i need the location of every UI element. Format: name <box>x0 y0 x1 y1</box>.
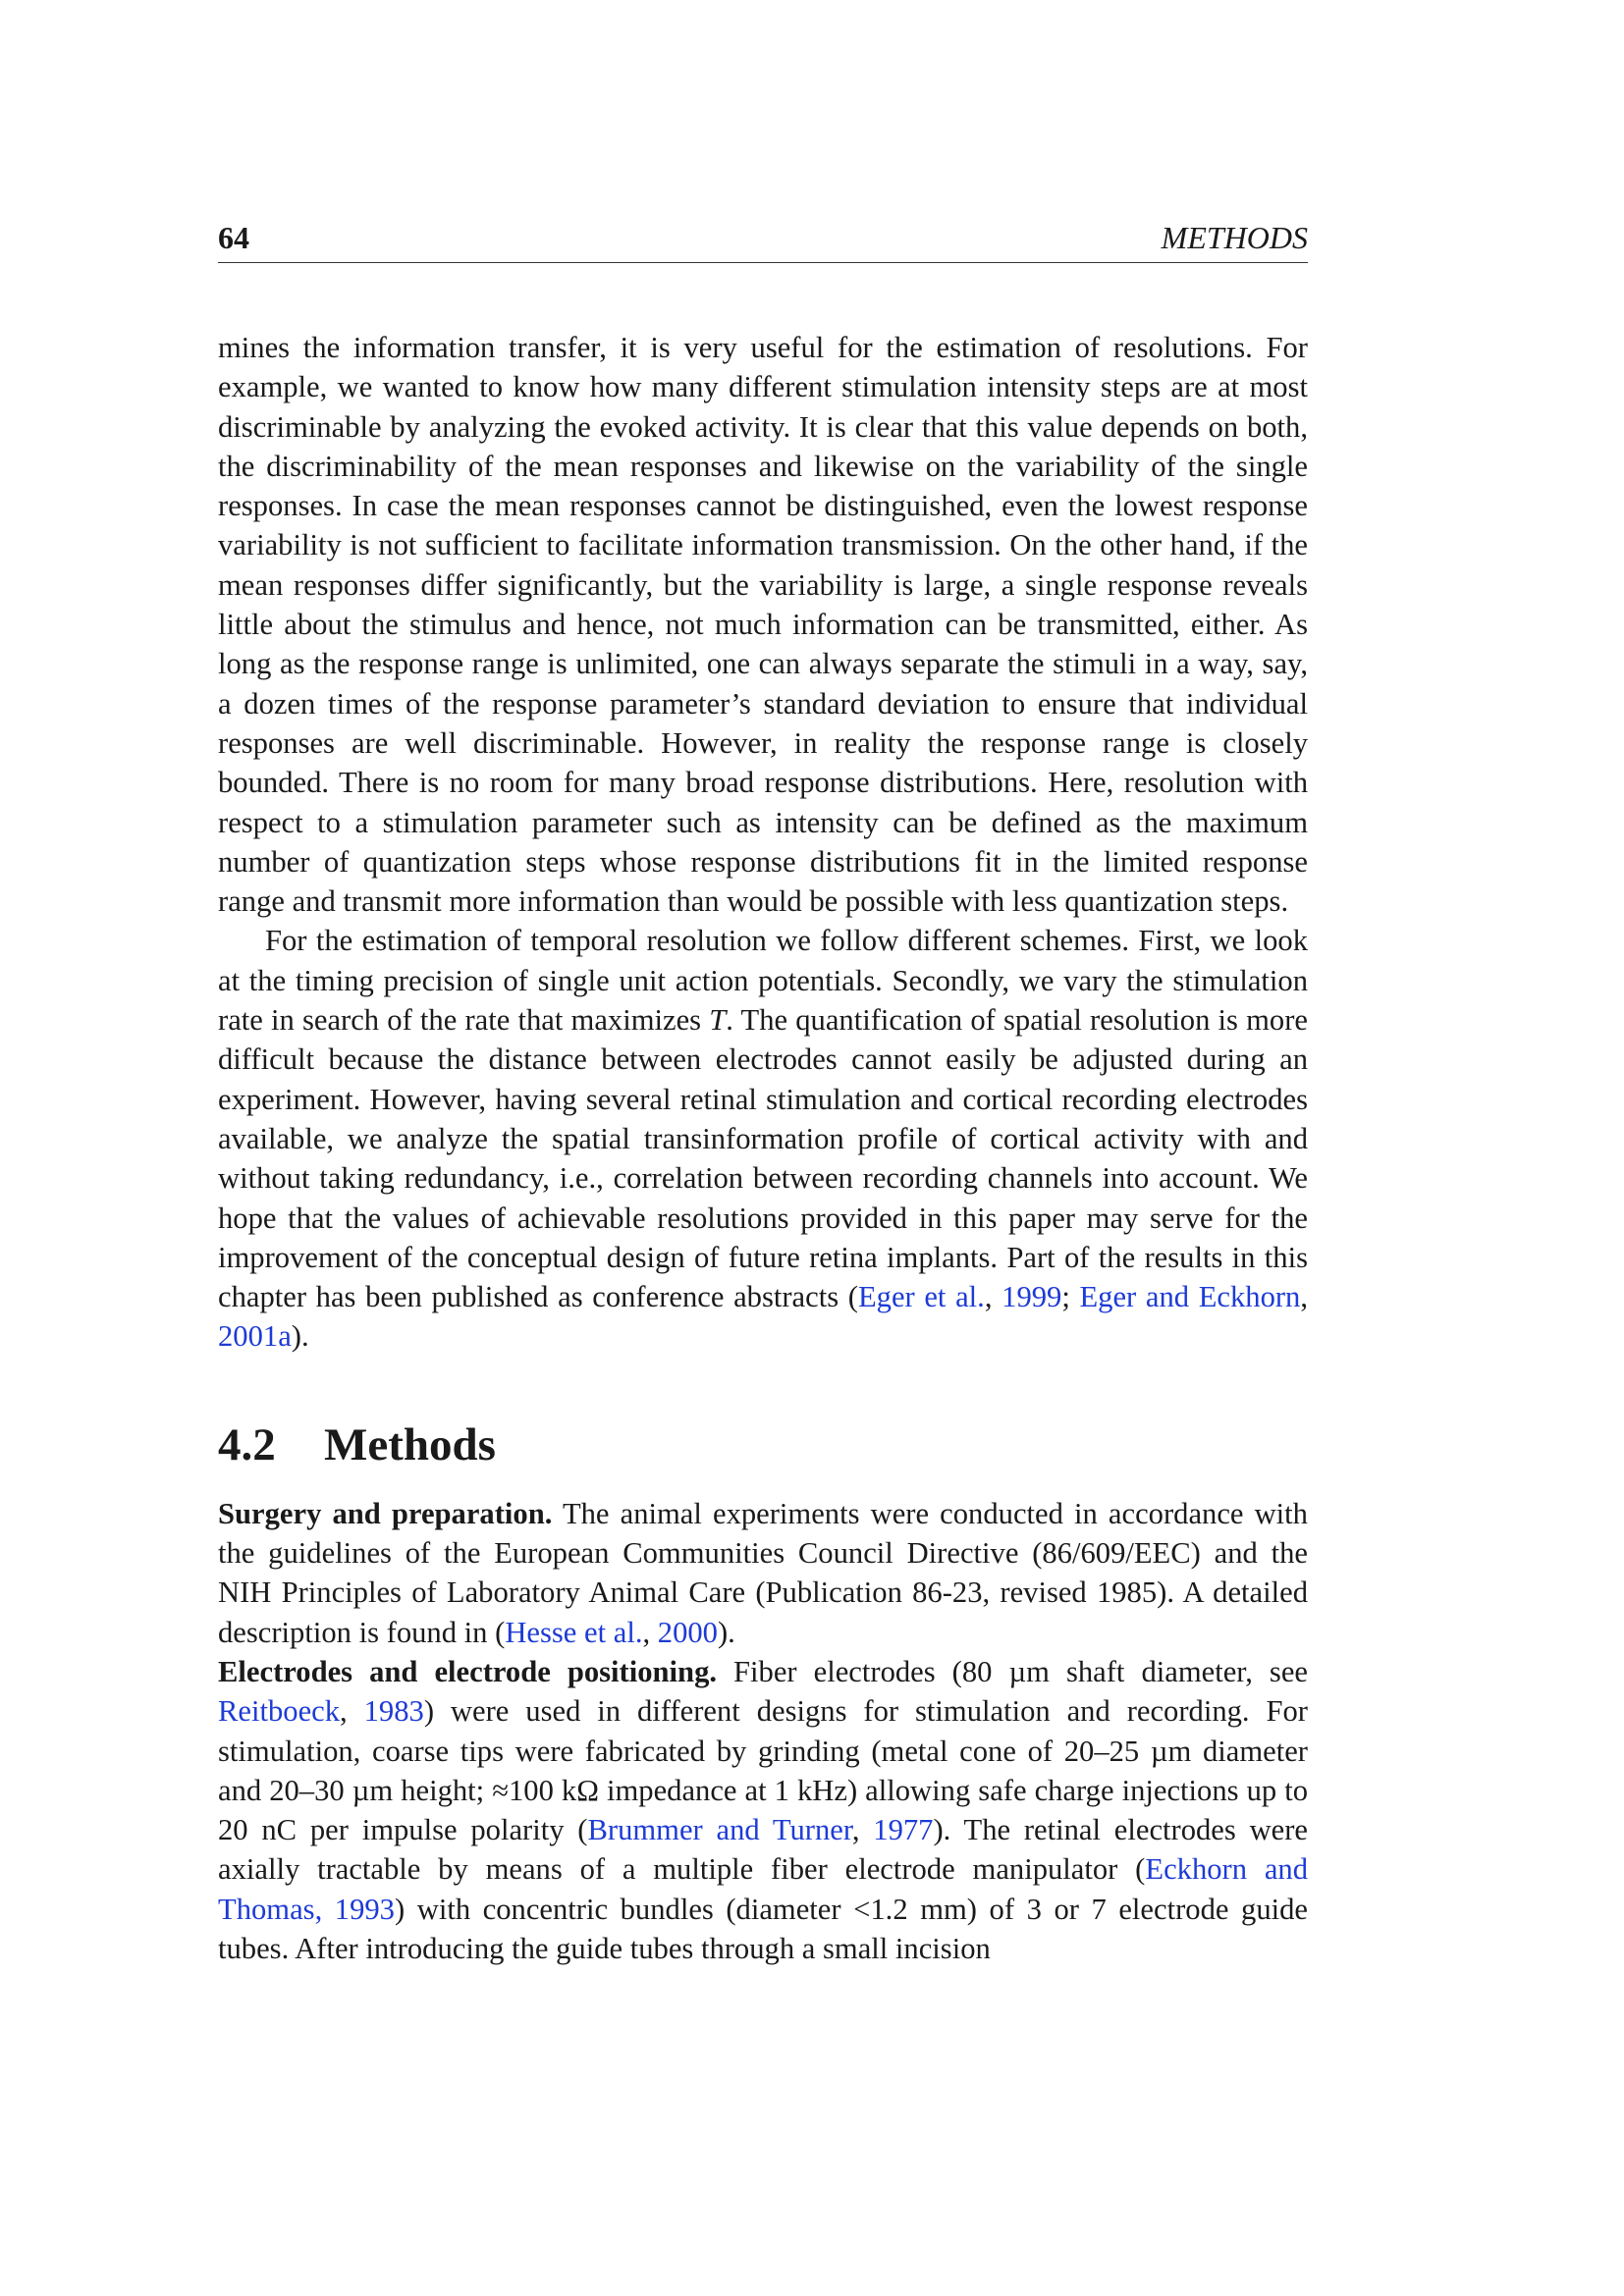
paragraph-text: Fiber electrodes (80 µm shaft diameter, see <box>717 1654 1308 1688</box>
citation-link[interactable]: Hesse et al. <box>505 1615 643 1649</box>
paragraph-text: . The quantification of spatial resolution is more difficult because the distance between electrodes cannot easily be adjusted during an experiment. However, having several retinal stimulation and cortical recording electrodes available, we analyze the spatial transinformation profile of cortical activity with and without taking redundancy, i.e., correlation between recording channels into account. We hope that the values of achievable resolutions provided in this paper may serve for the improvement of the conceptual design of future retina implants. Part of the results in this chapter has been published as conference abstracts ( <box>218 1003 1308 1314</box>
citation-year-link[interactable]: 2000 <box>657 1615 718 1649</box>
paragraph-text: ). <box>291 1319 309 1354</box>
running-header <box>218 216 1308 263</box>
citation-separator: ; <box>1061 1280 1080 1314</box>
paragraph-text: ). <box>717 1615 735 1649</box>
paragraph-text: For the estimation of temporal resolution we follow different schemes. First, we look at the timing precision of single unit action potentials. Secondly, we vary the stimulation rate in search of the rate that maximizes <box>218 924 1308 1038</box>
citation-link[interactable]: Eckhorn and Thomas, 1993 <box>218 1852 1309 1926</box>
section-number: 4.2 <box>218 1418 276 1470</box>
paragraph-text: ). The retinal electrodes were axially tractable by means of a multiple fiber electrode manipulator ( <box>218 1813 1309 1887</box>
paragraph-text: mines the information transfer, it is very useful for the estimation of resolutions. For example, we wanted to know how many different stimulation intensity steps are at most discriminable by analyzing the evoked activity. It is clear that this value depends on both, the discriminability of the mean responses and likewise on the variability of the single responses. In case the mean responses cannot be distinguished, even the lowest response variability is not sufficient to facilitate information transmission. On the other hand, if the mean responses differ significantly, but the variability is large, a single response reveals little about the stimulus and hence, not much information can be transmitted, either. As long as the response range is unlimited, one can always separate the stimuli in a way, say, a dozen times of the response parameter’s standard deviation to ensure that individual responses are well discriminable. However, in reality the response range is closely bounded. There is no room for many broad response distributions. Here, resolution with respect to a stimulation parameter such as intensity can be defined as the maximum number of quantization steps whose response distributions fit in the limited response range and transmit more information than would be possible with less quantization steps. <box>218 331 1308 919</box>
page-number: 64 <box>218 220 249 255</box>
paragraph-text: The animal experiments were conducted in accordance with the guidelines of the European Communities Council Directive (86/609/EEC) and the NIH Principles of Laboratory Animal Care (Publication 86-23, revised 1985). A detailed description is found in ( <box>218 1496 1308 1649</box>
citation-year-link[interactable]: 2001a <box>218 1319 292 1354</box>
run-in-heading: Electrodes and electrode positioning. <box>218 1654 718 1688</box>
paragraph-electrodes <box>218 1652 1308 1968</box>
section-title: Methods <box>324 1418 496 1470</box>
paragraph-temporal-resolution <box>218 921 1308 1356</box>
body-text <box>218 328 1308 1968</box>
citation-year-link[interactable]: 1977 <box>873 1813 934 1847</box>
citation-year-link[interactable]: 1999 <box>1001 1280 1062 1314</box>
paragraph-text: ) with concentric bundles (diameter <1.2 mm) of 3 or 7 electrode guide tubes. After introducing the guide tubes through a small incision <box>218 1892 1308 1965</box>
citation-year-link[interactable]: 1983 <box>363 1694 424 1729</box>
paragraph-intro-continued <box>218 328 1308 921</box>
chapter-title: METHODS <box>1161 220 1308 255</box>
citation-separator: , <box>984 1280 1002 1314</box>
citation-link[interactable]: Reitboeck <box>218 1694 341 1729</box>
citation-link[interactable]: Eger and Eckhorn <box>1079 1280 1301 1314</box>
citation-link[interactable]: Brummer and Turner <box>587 1813 852 1847</box>
citation-separator: , <box>642 1615 658 1649</box>
page <box>218 216 1308 1968</box>
paragraph-surgery <box>218 1494 1308 1652</box>
citation-link[interactable]: Eger et al. <box>857 1280 985 1314</box>
run-in-heading: Surgery and preparation. <box>218 1496 553 1530</box>
section-heading <box>218 1417 1308 1472</box>
citation-separator: , <box>340 1694 364 1729</box>
citation-separator: , <box>1300 1280 1309 1314</box>
paragraph-text: ) were used in different designs for stimulation and recording. For stimulation, coarse tips were fabricated by grinding (metal cone of 20–25 µm diameter and 20–30 µm height; ≈100 kΩ impedance at 1 kHz) allowing safe charge injections up to 20 nC per impulse polarity ( <box>218 1694 1309 1847</box>
citation-separator: , <box>851 1813 874 1847</box>
variable-T: T <box>709 1003 727 1038</box>
